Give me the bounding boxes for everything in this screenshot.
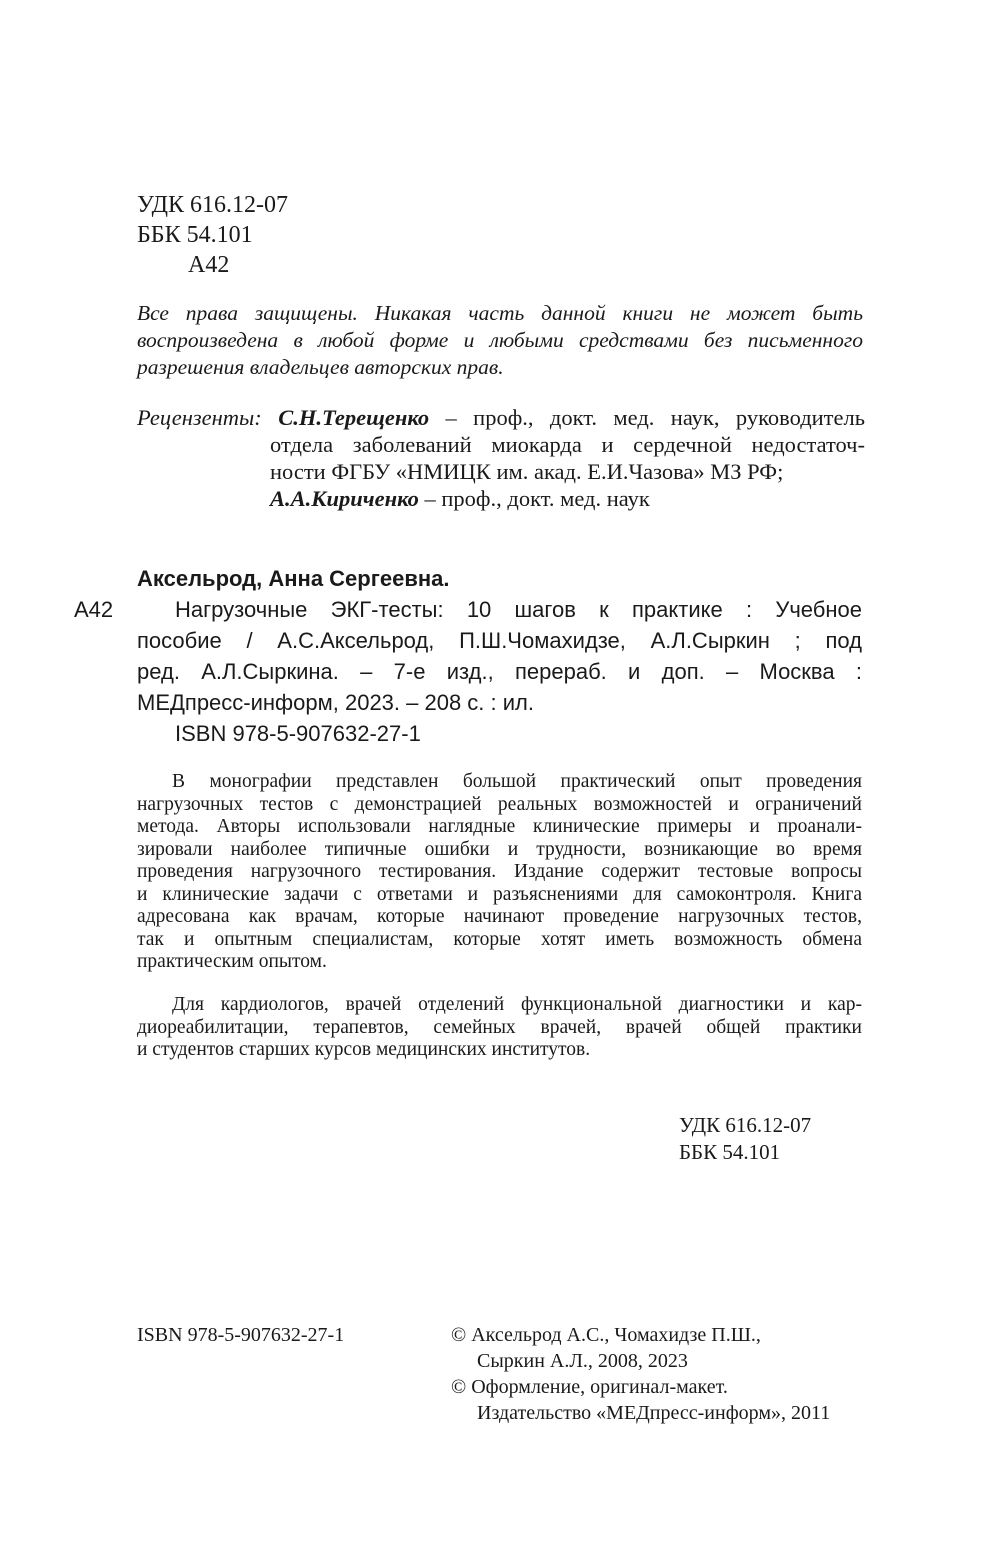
annotation-line: практическим опытом. bbox=[137, 951, 327, 972]
rights-line: воспроизведена в любой форме и любыми средствами без письменного bbox=[137, 328, 863, 352]
reviewer-2-credentials: – проф., докт. мед. наук bbox=[424, 486, 650, 511]
reviewers-block bbox=[137, 404, 865, 431]
annotation-line: и студентов старших курсов медицинских институтов. bbox=[137, 1039, 591, 1060]
annotation-line: проведения нагрузочного тестирования. Издание содержит тестовые вопросы bbox=[137, 861, 862, 882]
annotation-line: так и опытным специалистам, которые хотят иметь возможность обмена bbox=[137, 928, 862, 950]
copyright-design: © Оформление, оригинал-макет. bbox=[451, 1376, 728, 1398]
copyright-authors-years: Сыркин А.Л., 2008, 2023 bbox=[477, 1350, 688, 1372]
rights-line: Все права защищены. Никакая часть данной книги не может быть bbox=[137, 301, 863, 325]
bbk-code-repeat: ББК 54.101 bbox=[679, 1140, 781, 1164]
annotation-line: адресована как врачам, которые начинают проведение нагрузочных тестов, bbox=[137, 906, 862, 927]
copyright-authors: © Аксельрод А.С., Чомахидзе П.Ш., bbox=[451, 1324, 761, 1346]
udk-code: УДК 616.12-07 bbox=[137, 192, 288, 218]
bib-line: Нагрузочные ЭКГ-тесты: 10 шагов к практике : Учебное bbox=[175, 597, 862, 622]
bib-line: ред. А.Л.Сыркина. – 7-е изд., перераб. и доп. – Москва : bbox=[137, 659, 862, 684]
rights-notice bbox=[137, 300, 863, 381]
record-isbn: ISBN 978-5-907632-27-1 bbox=[175, 721, 421, 746]
annotation-line: В монографии представлен большой практический опыт проведения bbox=[172, 771, 862, 792]
record-mark: А42 bbox=[74, 597, 114, 622]
reviewer-1-affiliation: отдела заболеваний миокарда и сердечной недостаточ- bbox=[270, 432, 865, 457]
bib-line: пособие / А.С.Аксельрод, П.Ш.Чомахидзе, А.Л.Сыркин ; под bbox=[137, 628, 862, 653]
copyright-publisher: Издательство «МЕДпресс-информ», 2011 bbox=[477, 1402, 831, 1424]
annotation-line: диореабилитации, терапевтов, семейных врачей, врачей общей практики bbox=[137, 1016, 862, 1038]
rights-line: разрешения владельцев авторских прав. bbox=[137, 355, 504, 379]
reviewers-label: Рецензенты: bbox=[137, 405, 262, 430]
bib-line: МЕДпресс-информ, 2023. – 208 с. : ил. bbox=[137, 690, 534, 715]
reviewer-1-credentials: – проф., докт. мед. наук, руководитель bbox=[445, 405, 865, 430]
annotation-line: и клинические задачи с ответами и разъяснениями для самоконтроля. Книга bbox=[137, 883, 862, 905]
author-heading: Аксельрод, Анна Сергеевна. bbox=[137, 566, 450, 591]
reviewer-2 bbox=[270, 485, 650, 512]
annotation-line: зировали наиболее типичные ошибки и трудности, возникающие во время bbox=[137, 838, 862, 860]
reviewer-1-affiliation: ности ФГБУ «НМИЦК им. акад. Е.И.Чазова» МЗ РФ; bbox=[270, 459, 784, 484]
annotation-paragraph-1 bbox=[137, 771, 862, 974]
annotation-line: нагрузочных тестов с демонстрацией реальных возможностей и ограничений bbox=[137, 793, 862, 815]
udk-code-repeat: УДК 616.12-07 bbox=[679, 1113, 812, 1137]
reviewer-2-name: А.А.Кириченко bbox=[270, 486, 419, 511]
reviewer-1-name: С.Н.Терещенко bbox=[278, 405, 430, 430]
annotation-line: Для кардиологов, врачей отделений функциональной диагностики и кар- bbox=[172, 994, 862, 1015]
bibliographic-description bbox=[137, 594, 862, 718]
author-mark: А42 bbox=[188, 252, 230, 278]
annotation-line: метода. Авторы использовали наглядные клинические примеры и проанали- bbox=[137, 816, 862, 837]
footer-isbn: ISBN 978-5-907632-27-1 bbox=[137, 1324, 345, 1346]
annotation-paragraph-2 bbox=[137, 994, 862, 1062]
bbk-code: ББК 54.101 bbox=[137, 222, 253, 248]
